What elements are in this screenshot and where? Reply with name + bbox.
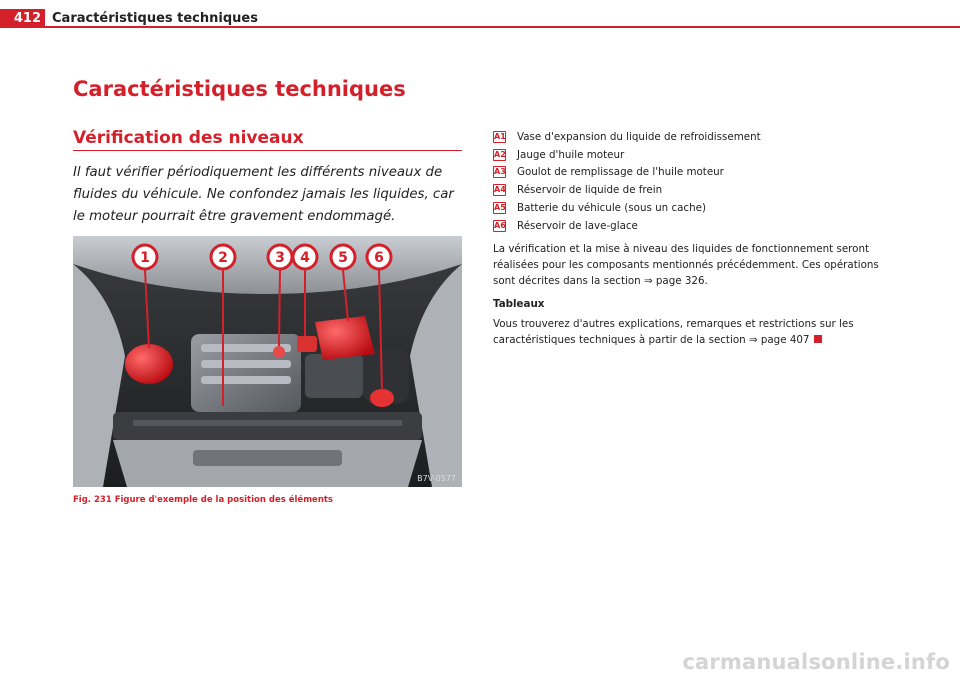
header-title: Caractéristiques techniques xyxy=(52,11,258,26)
page-header xyxy=(0,0,960,28)
legend-text: Batterie du véhicule (sous un cache) xyxy=(517,202,706,215)
section-end-marker xyxy=(814,335,822,343)
legend-text: Jauge d'huile moteur xyxy=(517,148,625,161)
tableaux-heading: Tableaux xyxy=(493,298,545,310)
legend-text: Vase d'expansion du liquide de refroidissement xyxy=(517,130,761,143)
legend-item xyxy=(493,217,893,235)
figure-caption: Fig. 231 Figure d'exemple de la position des éléments xyxy=(73,495,333,505)
legend-key: A3 xyxy=(494,167,506,177)
callout-label-2: 2 xyxy=(218,250,228,266)
callout-label-4: 4 xyxy=(300,250,310,266)
legend-key: A4 xyxy=(494,185,506,195)
legend-text: Réservoir de lave-glace xyxy=(517,219,638,232)
coolant-reservoir xyxy=(125,344,173,384)
legend-item xyxy=(493,164,893,182)
section-title: Vérification des niveaux xyxy=(73,128,304,148)
engine-bay-figure xyxy=(73,236,462,487)
tables-paragraph xyxy=(493,316,893,348)
intro-text: Il faut vérifier périodiquement les différents niveaux de fluides du véhicule. Ne confondez jamais les liquides, car le moteur pourrait être gravement endommagé. xyxy=(73,165,454,224)
component-legend xyxy=(493,128,893,235)
brake-reservoir xyxy=(297,336,317,352)
washer-reservoir-cap xyxy=(370,389,394,407)
legend-key: A6 xyxy=(494,220,506,230)
page-number: 412 xyxy=(0,9,45,28)
watermark: carmanualsonline.info xyxy=(682,650,950,674)
callout-label-3: 3 xyxy=(275,250,285,266)
tables-paragraph-text: Vous trouverez d'autres explications, remarques et restrictions sur les caractéristiques techniques à partir de la section ⇒ page 407 xyxy=(493,318,854,346)
legend-item xyxy=(493,199,893,217)
legend-key: A2 xyxy=(494,149,506,159)
legend-text: Goulot de remplissage de l'huile moteur xyxy=(517,166,724,179)
legend-key: A5 xyxy=(494,203,506,213)
oil-filler-cap xyxy=(273,346,285,358)
callout-label-6: 6 xyxy=(374,250,384,266)
chapter-title: Caractéristiques techniques xyxy=(73,77,406,101)
legend-item xyxy=(493,181,893,199)
legend-item xyxy=(493,128,893,146)
engine-bay-illustration xyxy=(73,236,462,487)
legend-text: Réservoir de liquide de frein xyxy=(517,184,663,197)
callout-label-5: 5 xyxy=(338,250,348,266)
legend-item xyxy=(493,146,893,164)
intake-box xyxy=(305,354,363,398)
section-divider xyxy=(73,150,462,151)
maintenance-paragraph: La vérification et la mise à niveau des liquides de fonctionnement seront réalisées pour les composants mentionnés précédemment. Ces opérations sont décrites dans la section ⇒ page 326. xyxy=(493,243,879,287)
callout-label-1: 1 xyxy=(140,250,150,266)
legend-key: A1 xyxy=(494,131,506,141)
figure-code: B7V-0577 xyxy=(417,474,456,483)
battery-cover xyxy=(315,316,375,360)
